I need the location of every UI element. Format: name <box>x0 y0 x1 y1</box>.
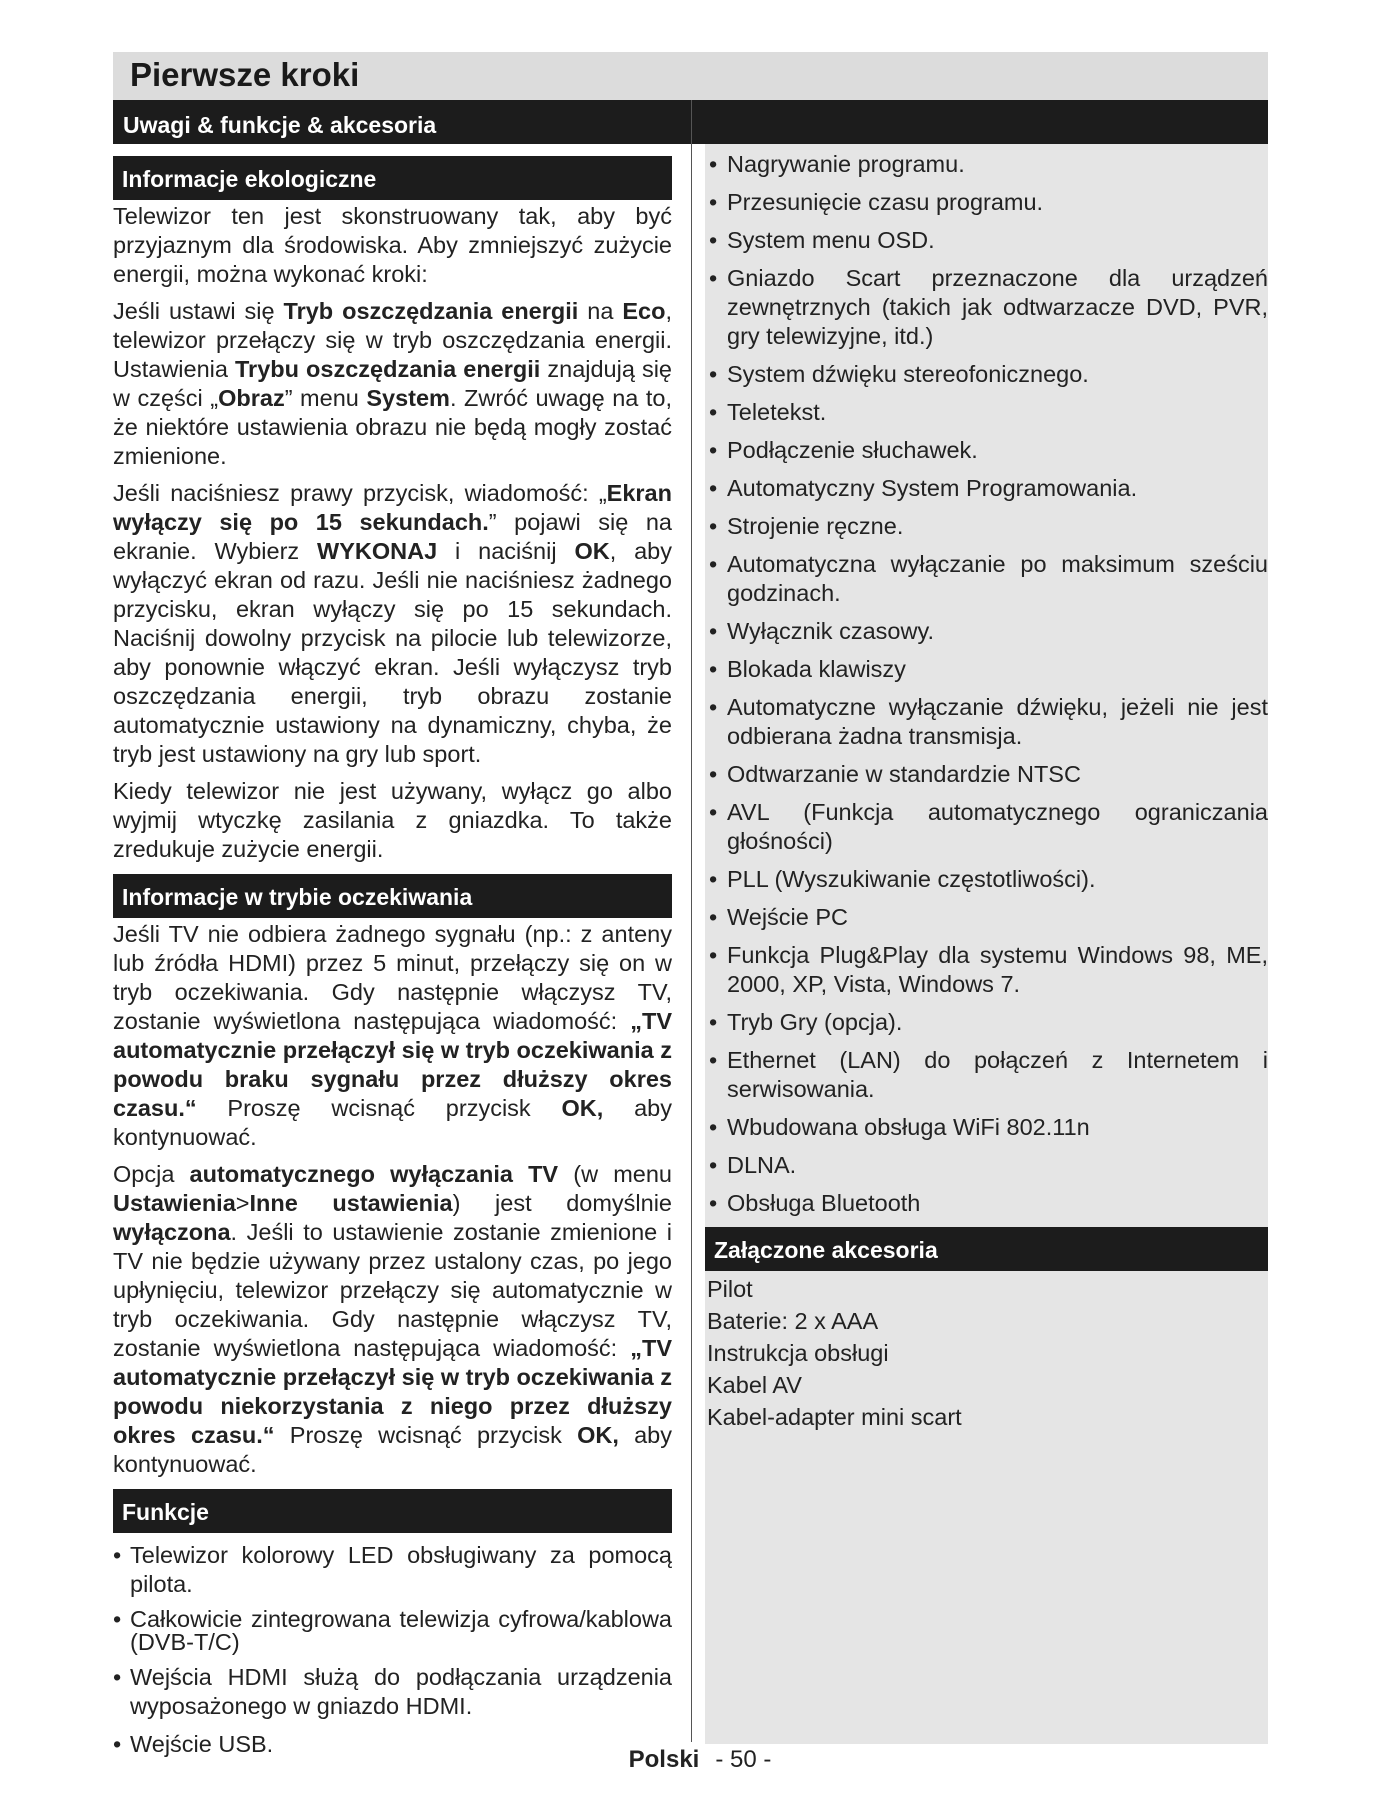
column-divider <box>691 100 692 1742</box>
list-item: • Automatyczny System Programowania. <box>709 474 1268 503</box>
list-item: • DLNA. <box>709 1151 1268 1180</box>
section-title: Uwagi & funkcje & akcesoria <box>123 112 437 138</box>
eco-paragraph-1: Telewizor ten jest skonstruowany tak, aby być przyjaznym dla środowiska. Aby zmniejszyć zużycie energii, można wykonać kroki: <box>113 203 672 287</box>
eco-paragraph-4: Kiedy telewizor nie jest używany, wyłącz go albo wyjmij wtyczkę zasilania z gniazdka. To także zredukuje zużycie energii. <box>113 778 672 862</box>
accessories-heading: Załączone akcesoria <box>705 1227 1268 1271</box>
list-item: • Odtwarzanie w standardzie NTSC <box>709 760 1268 789</box>
list-item: • PLL (Wyszukiwanie częstotliwości). <box>709 865 1268 894</box>
list-item: • Tryb Gry (opcja). <box>709 1008 1268 1037</box>
list-item: • System dźwięku stereofonicznego. <box>709 360 1268 389</box>
list-item: • Teletekst. <box>709 398 1268 427</box>
left-column <box>113 156 672 1768</box>
list-item: • Telewizor kolorowy LED obsługiwany za pomocą pilota. <box>113 1541 672 1599</box>
list-item: • Ethernet (LAN) do połączeń z Internetem i serwisowania. <box>709 1046 1268 1104</box>
list-item: • Strojenie ręczne. <box>709 512 1268 541</box>
eco-heading: Informacje ekologiczne <box>113 156 672 200</box>
standby-paragraph-1: Jeśli TV nie odbiera żadnego sygnału (np.: z anteny lub źródła HDMI) przez 5 minut, przełączy się on w tryb oczekiwania. Gdy następnie włączysz TV, zostanie wyświetlona następująca wiadomość: „TV automatycznie przełączył się w tryb oczekiwania z powodu braku sygnału przez dłuższy okres czasu.“ Proszę wcisnąć przycisk OK, aby kontynuować. <box>113 921 672 1150</box>
page-title-bar <box>113 52 1268 100</box>
list-item: • Automatyczna wyłączanie po maksimum sześciu godzinach. <box>709 550 1268 608</box>
list-item: Baterie: 2 x AAA <box>707 1308 879 1334</box>
features-list-right <box>705 150 1268 1218</box>
footer-language: Polski <box>628 1746 700 1773</box>
list-item: • Wejścia HDMI służą do podłączania urządzenia wyposażonego w gniazdo HDMI. <box>113 1663 672 1721</box>
list-item: • Całkowicie zintegrowana telewizja cyfrowa/kablowa (DVB-T/C) <box>113 1608 672 1654</box>
list-item: • Wbudowana obsługa WiFi 802.11n <box>709 1113 1268 1142</box>
list-item: • Wejście PC <box>709 903 1268 932</box>
list-item: • Automatyczne wyłączanie dźwięku, jeżeli nie jest odbierana żadna transmisja. <box>709 693 1268 751</box>
list-item: • AVL (Funkcja automatycznego ograniczania głośności) <box>709 798 1268 856</box>
standby-heading: Informacje w trybie oczekiwania <box>113 874 672 918</box>
page-number: - 50 - <box>715 1746 772 1773</box>
list-item: • Wyłącznik czasowy. <box>709 617 1268 646</box>
page-footer <box>0 1746 1400 1774</box>
eco-paragraph-2: Jeśli ustawi się Tryb oszczędzania energii na Eco, telewizor przełączy się w tryb oszczędzania energii. Ustawienia Trybu oszczędzania energii znajdują się w części „Obraz” menu System. Zwróć uwagę na to, że niektóre ustawienia obrazu nie będą mogły zostać zmienione. <box>113 298 672 469</box>
list-item: Instrukcja obsługi <box>707 1340 889 1366</box>
list-item: Kabel-adapter mini scart <box>707 1404 962 1430</box>
list-item: • Obsługa Bluetooth <box>709 1189 1268 1218</box>
list-item: • Gniazdo Scart przeznaczone dla urządzeń zewnętrznych (takich jak odtwarzacze DVD, PVR, gry telewizyjne, itd.) <box>709 264 1268 351</box>
right-column <box>705 150 1268 1433</box>
standby-paragraph-2: Opcja automatycznego wyłączania TV (w menu Ustawienia>Inne ustawienia) jest domyślnie wyłączona. Jeśli to ustawienie zostanie zmienione i TV nie będzie używany przez ustalony czas, po jego upłynięciu, telewizor przełączy się automatycznie w tryb oczekiwania. Gdy następnie włączysz TV, zostanie wyświetlona następująca wiadomość: „TV automatycznie przełączył się w tryb oczekiwania z powodu niekorzystania z niego przez dłuższy okres czasu.“ Proszę wcisnąć przycisk OK, aby kontynuować. <box>113 1161 673 1477</box>
features-list-left <box>113 1541 672 1759</box>
list-item: • System menu OSD. <box>709 226 1268 255</box>
list-item: • Przesunięcie czasu programu. <box>709 188 1268 217</box>
list-item: Pilot <box>707 1276 753 1302</box>
features-heading: Funkcje <box>113 1489 672 1533</box>
accessories-list <box>705 1273 1268 1433</box>
eco-paragraph-3: Jeśli naciśniesz prawy przycisk, wiadomość: „Ekran wyłączy się po 15 sekundach.” pojawi się na ekranie. Wybierz WYKONAJ i naciśnij OK, aby wyłączyć ekran od razu. Jeśli nie naciśniesz żadnego przycisku, ekran wyłączy się po 15 sekundach. Naciśnij dowolny przycisk na pilocie lub telewizorze, aby ponownie włączyć ekran. Jeśli wyłączysz tryb oszczędzania energii, tryb obrazu zostanie automatycznie ustawiony na dynamiczny, chyba, że tryb jest ustawiony na gry lub sport. <box>113 480 673 767</box>
list-item: • Funkcja Plug&Play dla systemu Windows 98, ME, 2000, XP, Vista, Windows 7. <box>709 941 1268 999</box>
list-item: • Nagrywanie programu. <box>709 150 1268 179</box>
list-item: • Wejście USB. <box>113 1730 672 1759</box>
list-item: Kabel AV <box>707 1372 802 1398</box>
page-title: Pierwsze kroki <box>130 56 360 93</box>
list-item: • Blokada klawiszy <box>709 655 1268 684</box>
list-item: • Podłączenie słuchawek. <box>709 436 1268 465</box>
